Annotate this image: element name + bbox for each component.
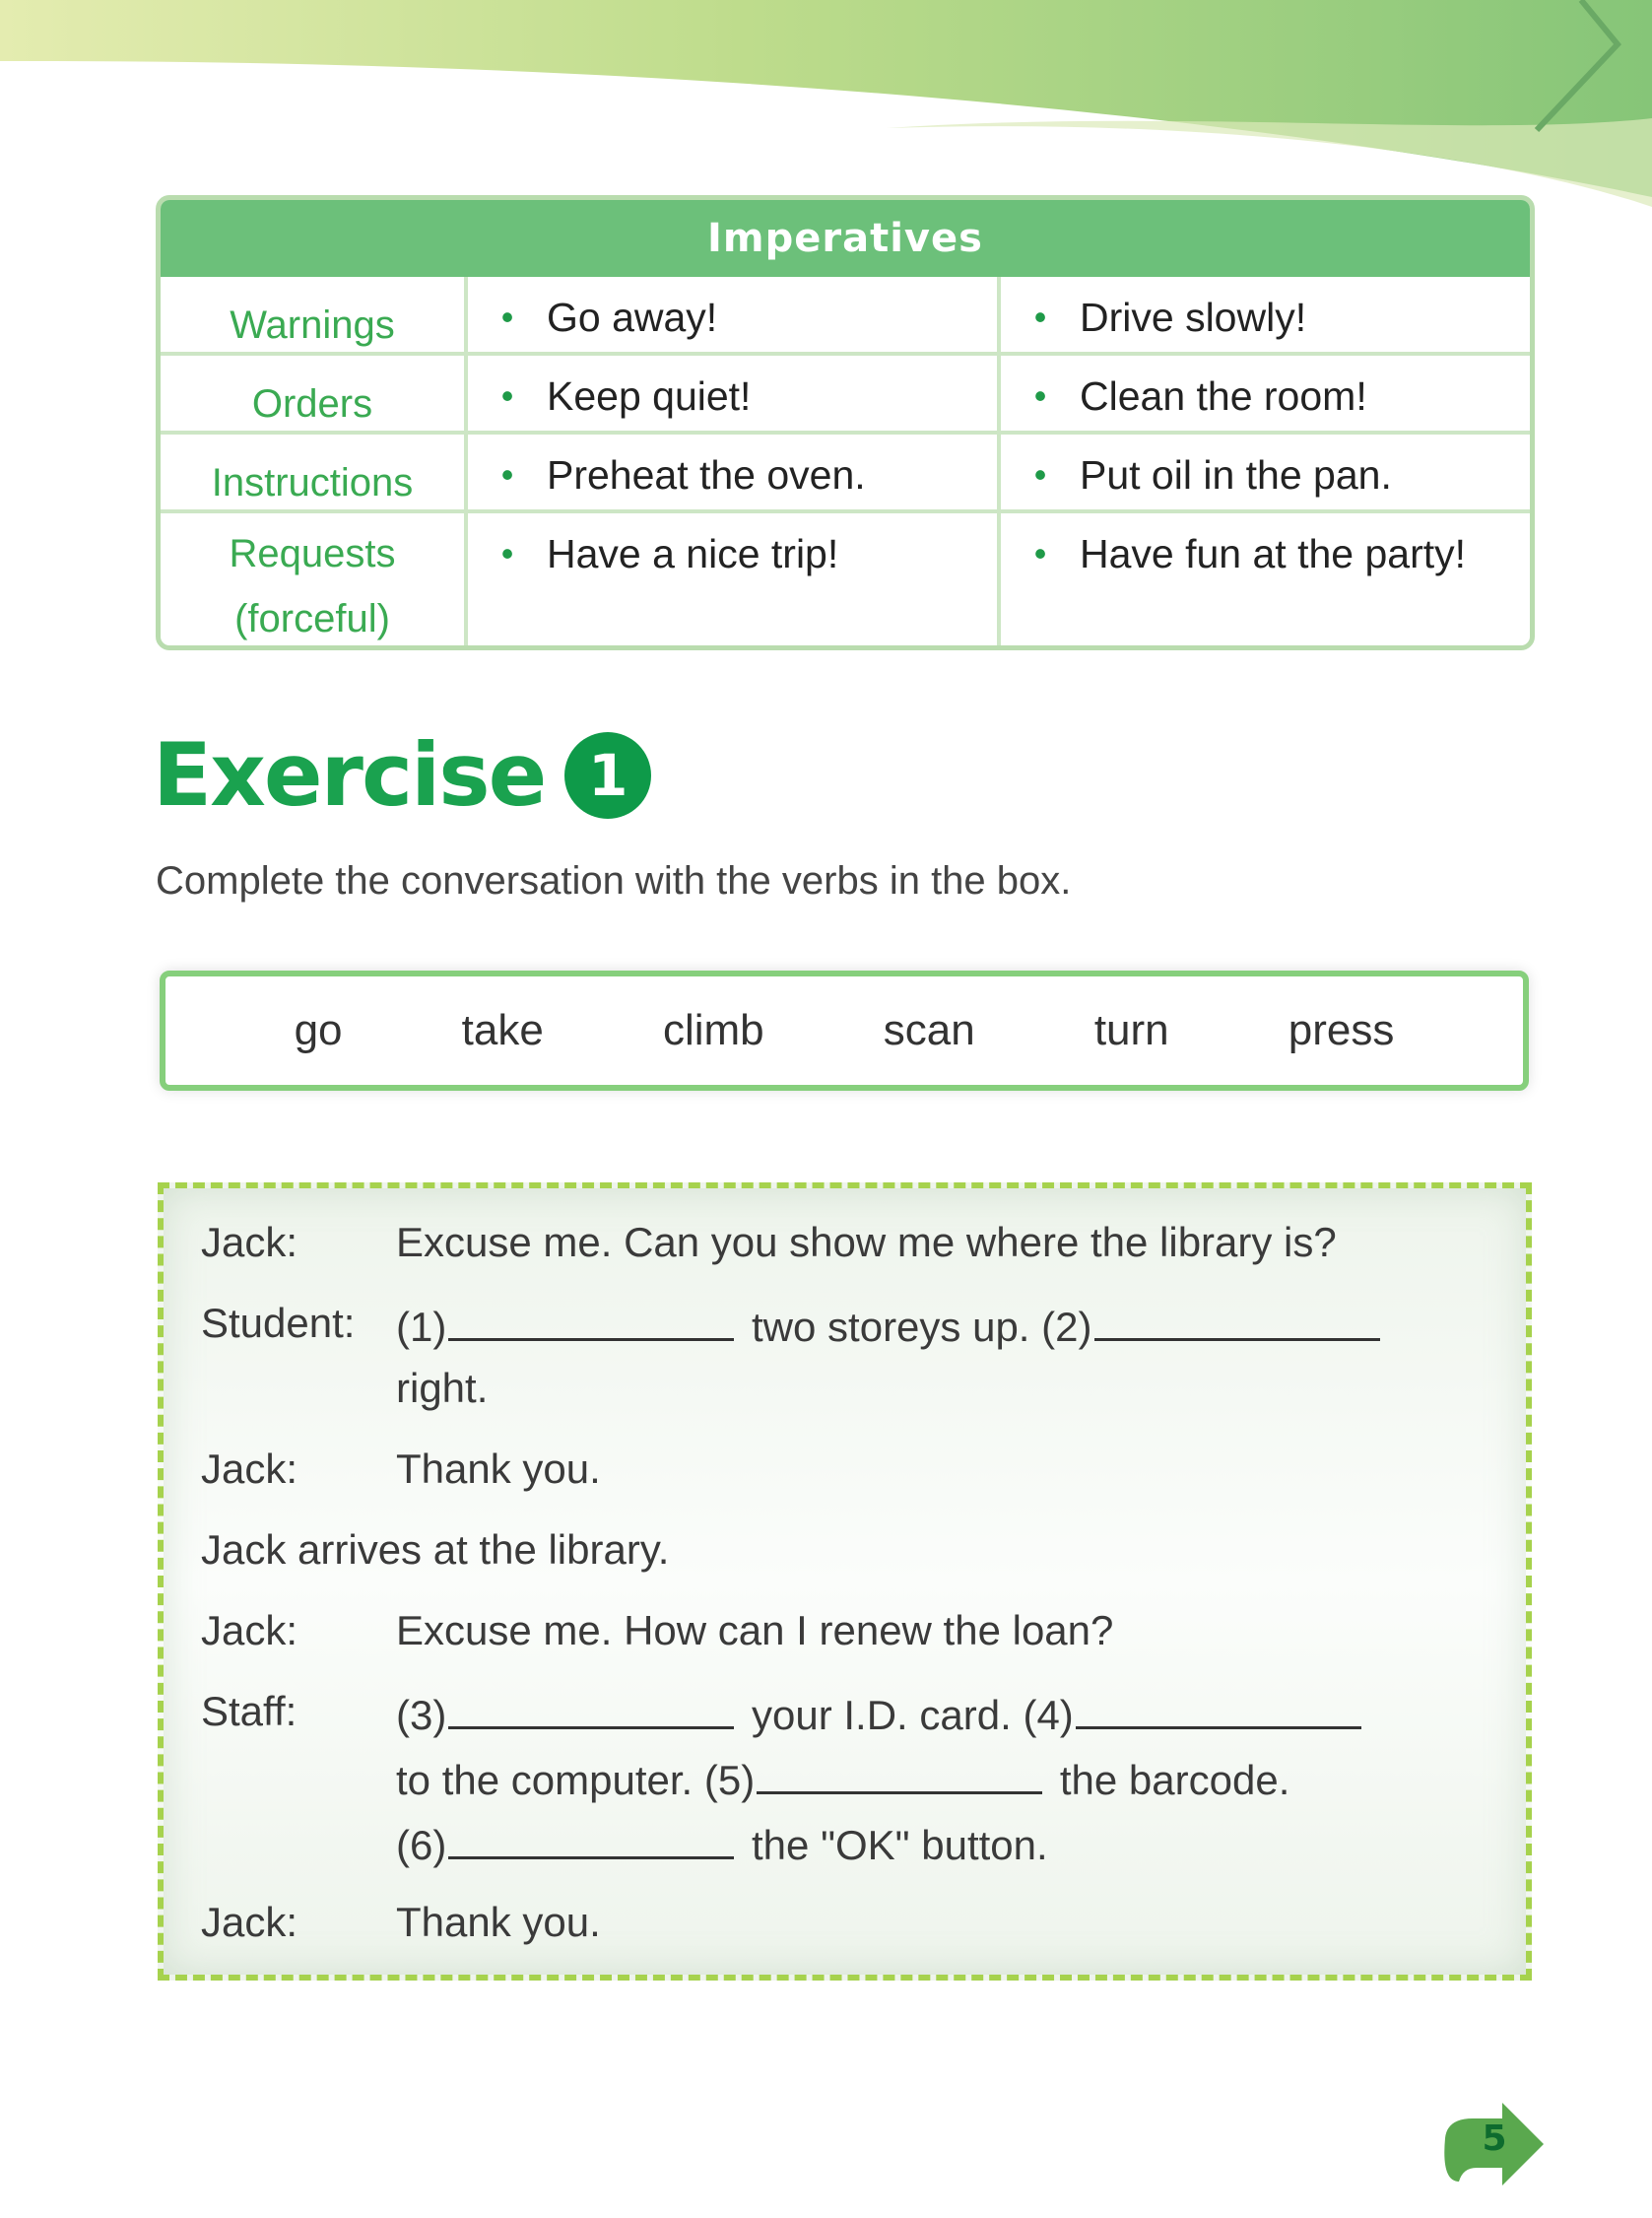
dialogue-text: your I.D. card. xyxy=(752,1692,1012,1738)
example-text: Have fun at the party! xyxy=(1080,531,1467,576)
bullet-icon: • xyxy=(1033,454,1047,495)
dialogue-line xyxy=(201,1744,1289,1813)
dialogue-line xyxy=(201,1809,1048,1878)
word-item: take xyxy=(461,1006,544,1054)
speaker-label: Jack: xyxy=(201,1445,298,1492)
imperatives-table-title: Imperatives xyxy=(161,200,1530,277)
bullet-icon: • xyxy=(1033,297,1047,337)
word-item: go xyxy=(294,1006,343,1054)
example-text: Put oil in the pan. xyxy=(1080,452,1392,498)
blank-number: (1) xyxy=(396,1304,447,1350)
exercise-title: Exercise xyxy=(153,724,546,826)
dialogue-line xyxy=(201,1598,1113,1663)
table-row xyxy=(161,277,1530,352)
exercise-heading xyxy=(153,724,651,826)
dialogue-line xyxy=(201,1210,1337,1275)
speaker-label: Jack: xyxy=(201,1607,298,1653)
category-requests-qualifier: (forceful) xyxy=(234,597,390,640)
blank-number: (2) xyxy=(1041,1304,1092,1350)
dialogue-line xyxy=(201,1679,1367,1748)
speaker-label: Student: xyxy=(201,1300,356,1346)
category-warnings: Warnings xyxy=(161,277,468,352)
bullet-icon: • xyxy=(500,297,514,337)
dialogue-line xyxy=(201,1291,1386,1360)
example-text: Keep quiet! xyxy=(547,373,752,419)
dialogue-text: to the computer. xyxy=(396,1757,694,1803)
dialogue-text: Thank you. xyxy=(396,1445,601,1492)
answer-blank-5[interactable] xyxy=(757,1744,1042,1794)
answer-blank-6[interactable] xyxy=(448,1809,734,1859)
category-requests-label: Requests xyxy=(229,532,396,575)
answer-blank-4[interactable] xyxy=(1076,1679,1361,1729)
answer-blank-3[interactable] xyxy=(448,1679,734,1729)
word-item: turn xyxy=(1093,1006,1169,1054)
table-row xyxy=(161,509,1530,650)
word-item: scan xyxy=(883,1006,975,1054)
example-text: Go away! xyxy=(547,295,718,340)
blank-number: (3) xyxy=(396,1692,447,1738)
narration-line: Jack arrives at the library. xyxy=(201,1526,670,1573)
example-text: Clean the room! xyxy=(1080,373,1367,419)
conversation-panel xyxy=(158,1182,1532,1981)
exercise-instruction: Complete the conversation with the verbs in the box. xyxy=(156,859,1072,903)
exercise-number-badge: 1 xyxy=(564,732,651,819)
dialogue-line xyxy=(201,1890,601,1955)
top-decorative-band xyxy=(0,0,1652,217)
dialogue-text: right. xyxy=(396,1365,489,1411)
blank-number: (4) xyxy=(1023,1692,1074,1738)
example-text: Preheat the oven. xyxy=(547,452,866,498)
speaker-label: Jack: xyxy=(201,1219,298,1265)
blank-number: (5) xyxy=(703,1757,756,1803)
word-box xyxy=(160,971,1529,1091)
example-text: Have a nice trip! xyxy=(547,531,839,576)
bullet-icon: • xyxy=(1033,533,1047,573)
word-item: press xyxy=(1288,1006,1395,1054)
table-row xyxy=(161,352,1530,431)
page-number: 5 xyxy=(1482,2118,1507,2159)
dialogue-line xyxy=(201,1356,488,1421)
dialogue-text: the barcode. xyxy=(1059,1757,1290,1803)
dialogue-text: the "OK" button. xyxy=(752,1822,1048,1868)
bullet-icon: • xyxy=(1033,375,1047,416)
bullet-icon: • xyxy=(500,533,514,573)
example-text: Drive slowly! xyxy=(1080,295,1307,340)
dialogue-text: Excuse me. How can I renew the loan? xyxy=(396,1607,1114,1653)
category-orders: Orders xyxy=(161,356,468,431)
bullet-icon: • xyxy=(500,375,514,416)
category-requests xyxy=(161,513,468,650)
answer-blank-2[interactable] xyxy=(1094,1291,1380,1341)
answer-blank-1[interactable] xyxy=(448,1291,734,1341)
imperatives-table xyxy=(156,195,1535,650)
category-instructions: Instructions xyxy=(161,435,468,509)
blank-number: (6) xyxy=(396,1822,447,1868)
dialogue-text: two storeys up. xyxy=(752,1304,1030,1350)
speaker-label: Jack: xyxy=(201,1899,298,1945)
bullet-icon: • xyxy=(500,454,514,495)
table-row xyxy=(161,431,1530,509)
dialogue-text: Thank you. xyxy=(396,1899,601,1945)
speaker-label: Staff: xyxy=(201,1688,297,1734)
word-item: climb xyxy=(662,1006,764,1054)
dialogue-text: Excuse me. Can you show me where the library is? xyxy=(396,1219,1337,1265)
dialogue-line xyxy=(201,1437,601,1502)
